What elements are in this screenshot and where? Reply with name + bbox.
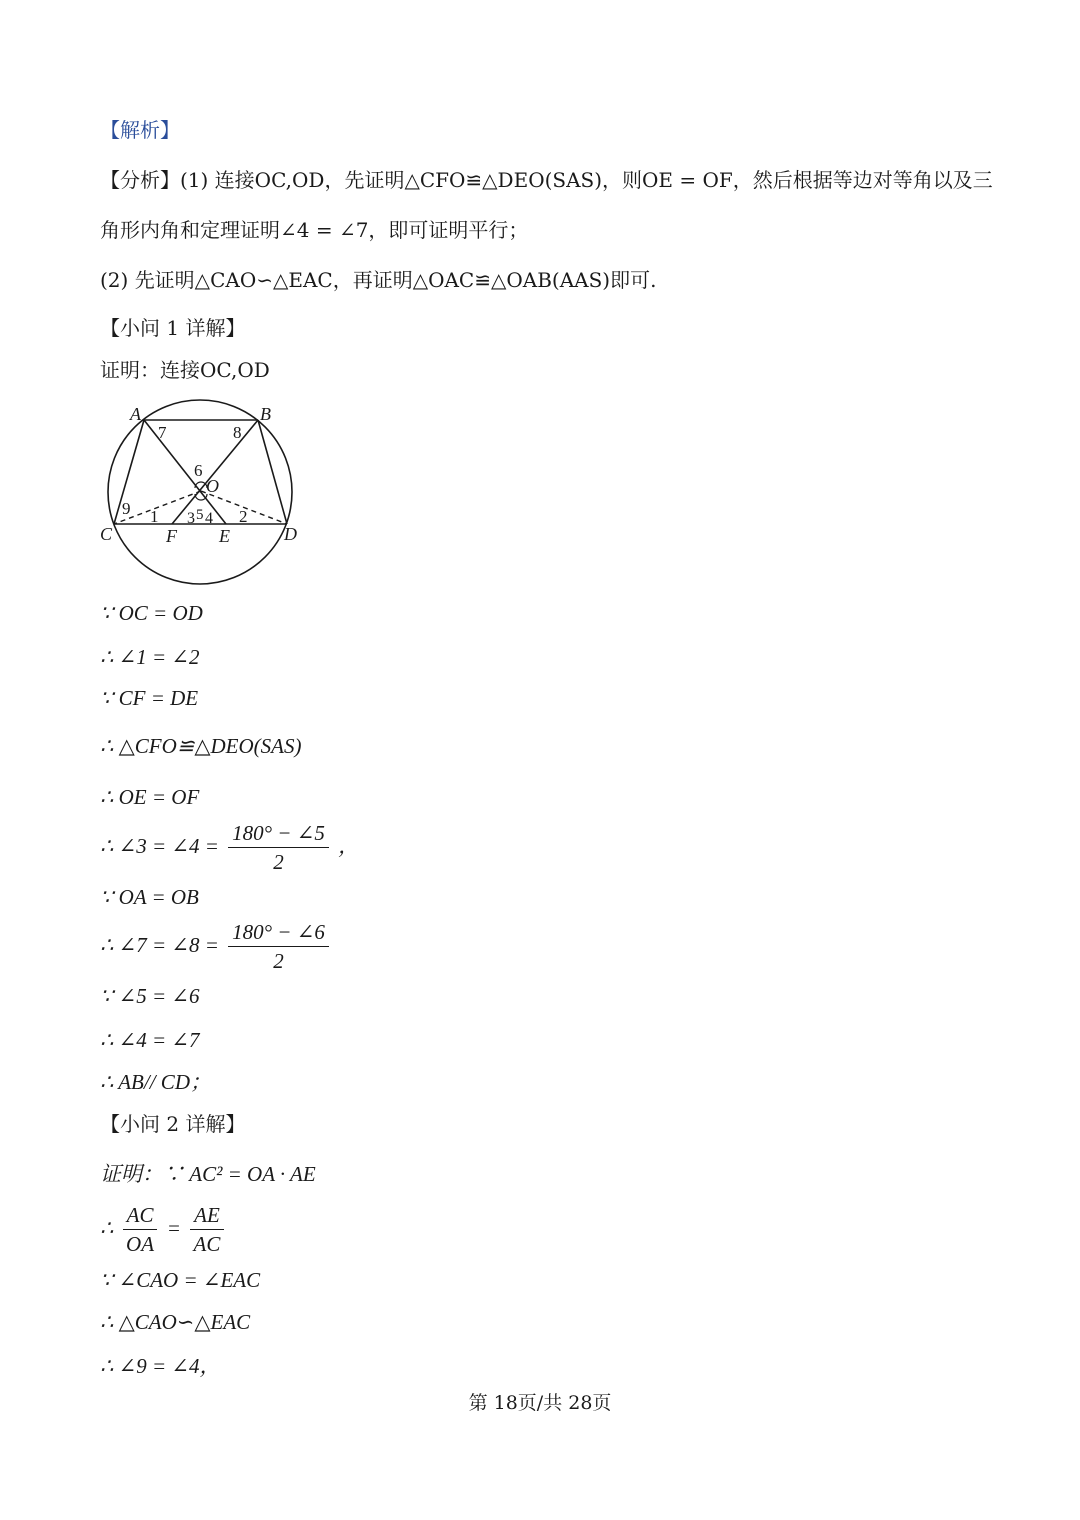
step-6-suffix: ，: [338, 833, 360, 858]
angle-4-label: 4: [205, 510, 213, 527]
step-8-fraction: [228, 922, 329, 972]
fraction-numerator: 180° − ∠5: [228, 823, 329, 848]
angle-7-label: 7: [158, 423, 167, 442]
equals-sign: =: [166, 1215, 181, 1240]
page-footer: 第 18页/共 28页: [468, 1392, 612, 1414]
fraction-denominator: 2: [273, 850, 284, 874]
step-8: [100, 922, 333, 972]
section-title: 【解析】: [100, 118, 180, 142]
analysis-line-3: (2) 先证明△CAO∽△EAC，再证明△OAC≌△OAB(AAS)即可.: [100, 268, 657, 292]
point-e-label: E: [219, 526, 230, 546]
angle-2-label: 2: [239, 507, 248, 526]
step-6-fraction: [228, 823, 329, 873]
part1-intro: 证明：连接OC,OD: [100, 358, 270, 382]
point-b-label: B: [260, 404, 271, 424]
analysis-line-2: 角形内角和定理证明∠4 = ∠7，即可证明平行；: [100, 218, 529, 242]
fraction-numerator: 180° − ∠6: [228, 922, 329, 947]
fraction-ac-oa: [123, 1205, 158, 1255]
angle-8-label: 8: [233, 423, 242, 442]
step-8-prefix: ∴ ∠7 = ∠8 =: [100, 932, 219, 957]
part2-step-2: ∵ ∠CAO = ∠EAC: [100, 1268, 261, 1292]
angle-5-label: 5: [196, 507, 204, 523]
fraction-numerator: AE: [190, 1205, 224, 1230]
geometry-figure: [94, 398, 304, 588]
step-2: ∴ ∠1 = ∠2: [100, 645, 200, 669]
step-5: ∴ OE = OF: [100, 785, 200, 809]
part2-fraction-line: [100, 1205, 228, 1255]
part2-title: 【小问 2 详解】: [100, 1112, 246, 1136]
part2-step-4: ∴ ∠9 = ∠4，: [100, 1354, 221, 1378]
step-4: ∴ △CFO≌△DEO(SAS): [100, 734, 302, 758]
point-o-label: O: [206, 476, 219, 496]
part2-intro: 证明：∵ AC² = OA · AE: [100, 1162, 316, 1186]
point-a-label: A: [130, 404, 141, 424]
fraction-denominator: AC: [193, 1232, 221, 1256]
fraction-ae-ac: [190, 1205, 224, 1255]
step-10: ∴ ∠4 = ∠7: [100, 1028, 200, 1052]
part1-title: 【小问 1 详解】: [100, 316, 246, 340]
angle-6-label: 6: [194, 461, 203, 480]
fraction-numerator: AC: [123, 1205, 158, 1230]
angle-1-label: 1: [150, 507, 159, 526]
point-c-label: C: [100, 524, 113, 544]
step-6: [100, 823, 359, 873]
point-f-label: F: [166, 526, 177, 546]
step-11: ∴ AB// CD；: [100, 1070, 211, 1094]
angle-9-label: 9: [122, 499, 131, 518]
fraction-denominator: OA: [126, 1232, 155, 1256]
step-1: ∵ OC = OD: [100, 601, 203, 625]
angle-3-label: 3: [187, 510, 195, 527]
step-7: ∵ OA = OB: [100, 885, 199, 909]
point-d-label: D: [284, 524, 297, 544]
step-6-prefix: ∴ ∠3 = ∠4 =: [100, 833, 219, 858]
therefore-symbol: ∴: [100, 1215, 114, 1240]
fraction-denominator: 2: [273, 949, 284, 973]
part2-step-3: ∴ △CAO∽△EAC: [100, 1310, 251, 1334]
step-3: ∵ CF = DE: [100, 686, 199, 710]
analysis-line-1: 【分析】(1) 连接OC,OD，先证明△CFO≌△DEO(SAS)，则OE = OF，然后根据等边对等角以及三: [100, 168, 993, 192]
step-9: ∵ ∠5 = ∠6: [100, 984, 200, 1008]
